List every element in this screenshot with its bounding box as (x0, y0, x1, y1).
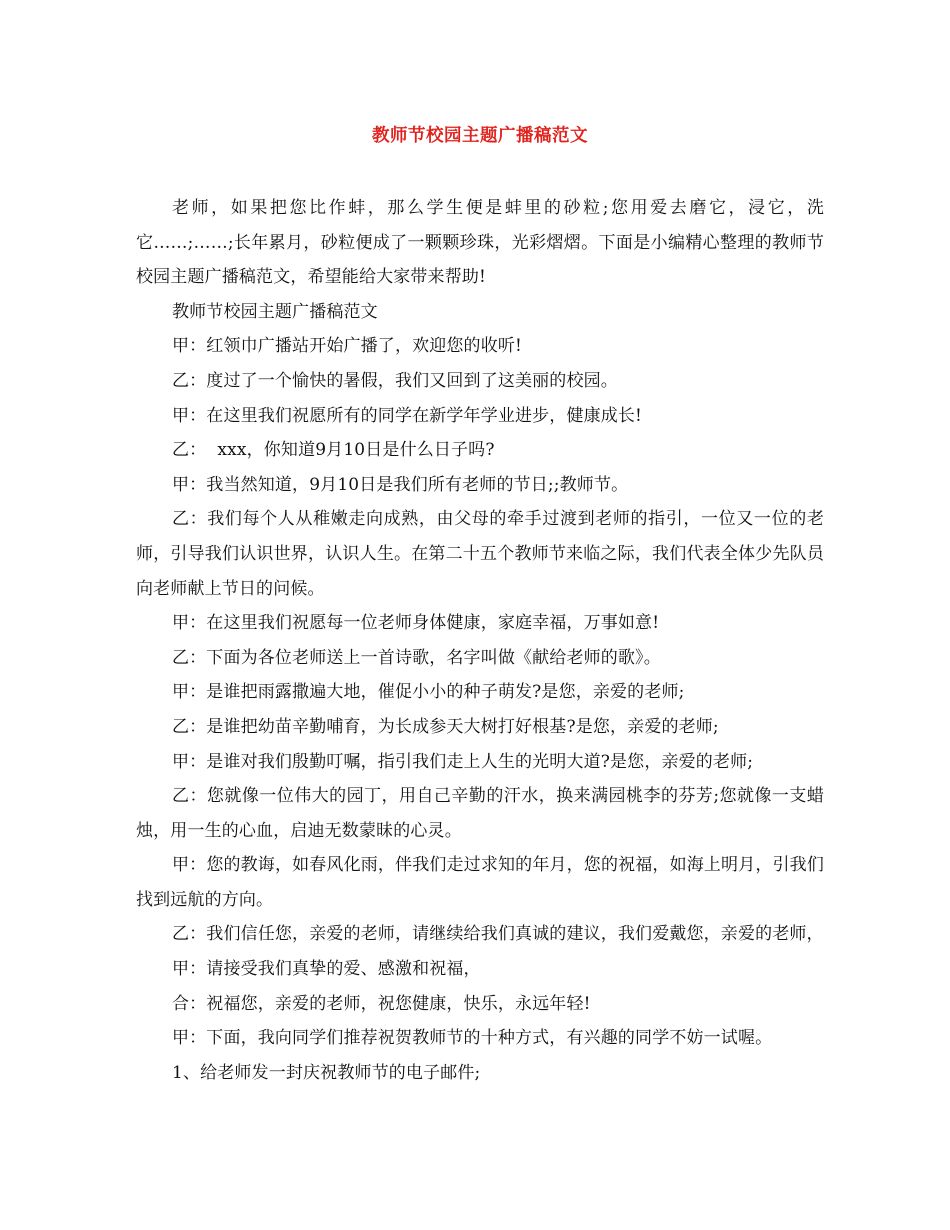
paragraph: 甲：您的教诲，如春风化雨，伴我们走过求知的年月，您的祝福，如海上明月，引我们找到远航的方向。 (136, 855, 824, 910)
paragraph: 乙： xxx，你知道9月10日是什么日子吗? (172, 440, 495, 461)
paragraph: 1、给老师发一封庆祝教师节的电子邮件; (172, 1062, 481, 1083)
paragraph: 甲：是谁把雨露撒遍大地，催促小小的种子萌发?是您，亲爱的老师; (172, 682, 685, 703)
paragraph: 乙：是谁把幼苗辛勤哺育，为长成参天大树打好根基?是您，亲爱的老师; (172, 716, 719, 737)
paragraph: 乙：您就像一位伟大的园丁，用自己辛勤的汗水，换来满园桃李的芬芳;您就像一支蜡烛，用一生的心血，启迪无数蒙昧的心灵。 (136, 786, 824, 841)
paragraph-subtitle: 教师节校园主题广播稿范文 (172, 301, 378, 322)
paragraph: 甲：我当然知道，9月10日是我们所有老师的节日;;教师节。 (172, 474, 629, 495)
paragraph: 合：祝福您，亲爱的老师，祝您健康，快乐，永远年轻! (172, 993, 591, 1014)
document-body (136, 191, 824, 1090)
paragraph: 乙：度过了一个愉快的暑假，我们又回到了这美丽的校园。 (172, 370, 618, 391)
document-title: 教师节校园主题广播稿范文 (372, 126, 588, 146)
paragraph: 甲：下面，我向同学们推荐祝贺教师节的十种方式，有兴趣的同学不妨一试喔。 (172, 1028, 773, 1049)
paragraph: 甲：在这里我们祝愿每一位老师身体健康，家庭幸福，万事如意! (172, 613, 660, 634)
paragraph: 甲：红领巾广播站开始广播了，欢迎您的收听! (172, 336, 522, 357)
paragraph: 甲：请接受我们真挚的爱、感激和祝福， (172, 959, 481, 980)
paragraph-intro: 老师，如果把您比作蚌，那么学生便是蚌里的砂粒;您用爱去磨它，浸它，洗它……;……;长年累月，砂粒便成了一颗颗珍珠，光彩熠熠。下面是小编精心整理的教师节校园主题广播稿范文，希望能给大家带来帮助! (136, 198, 824, 288)
paragraph: 甲：是谁对我们殷勤叮嘱，指引我们走上人生的光明大道?是您，亲爱的老师; (172, 751, 754, 772)
paragraph: 乙：我们每个人从稚嫩走向成熟，由父母的牵手过渡到老师的指引，一位又一位的老师，引导我们认识世界，认识人生。在第二十五个教师节来临之际，我们代表全体少先队员向老师献上节日的问候。 (136, 509, 824, 599)
paragraph: 乙：下面为各位老师送上一首诗歌，名字叫做《献给老师的歌》。 (172, 647, 661, 668)
paragraph: 甲：在这里我们祝愿所有的同学在新学年学业进步，健康成长! (172, 405, 643, 426)
paragraph: 乙：我们信任您，亲爱的老师，请继续给我们真诚的建议，我们爱戴您，亲爱的老师， (172, 924, 824, 945)
